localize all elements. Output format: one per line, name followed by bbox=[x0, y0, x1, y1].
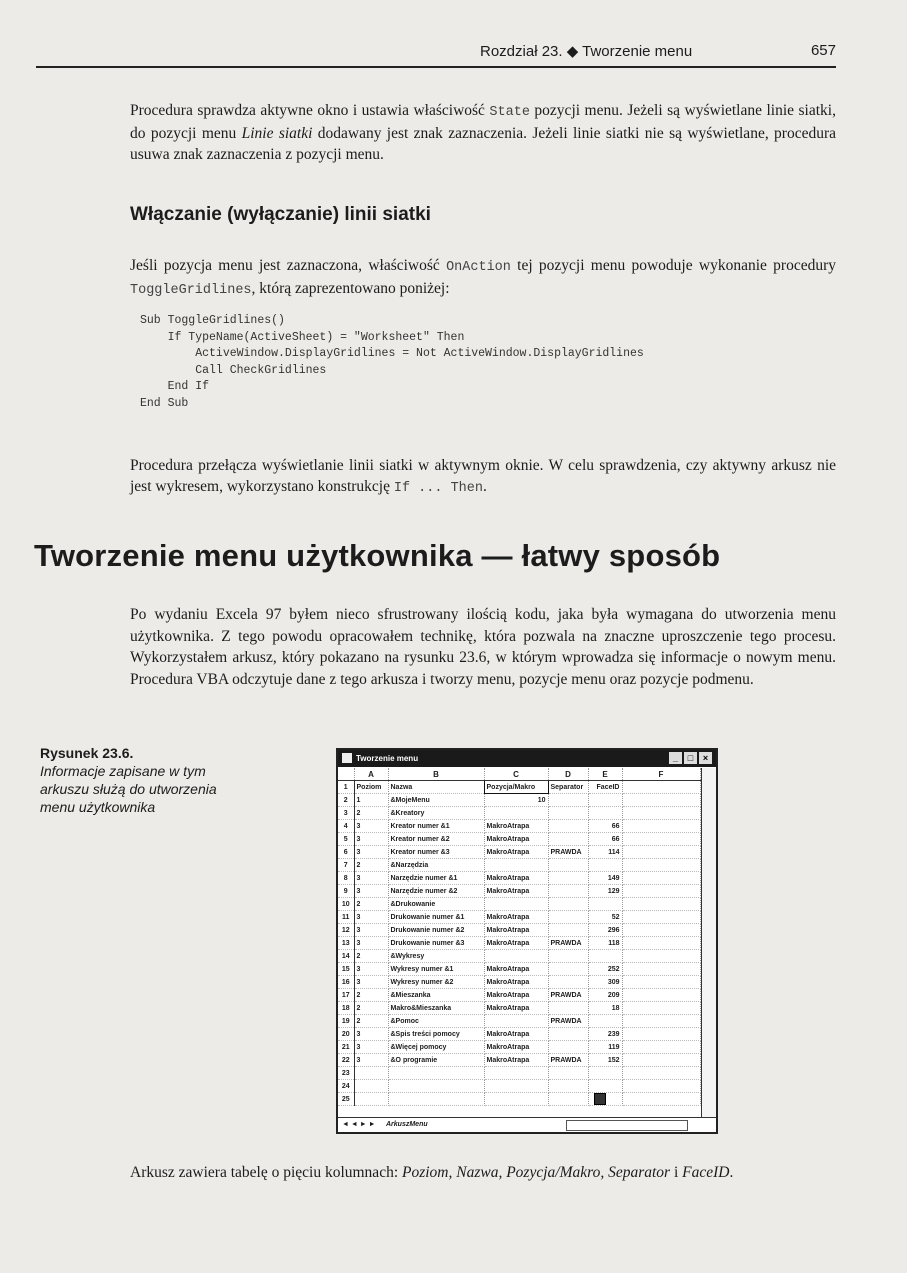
sheet-cell[interactable]: 209 bbox=[588, 989, 622, 1002]
sheet-cell[interactable]: MakroAtrapa bbox=[484, 937, 548, 950]
row-number[interactable]: 23 bbox=[338, 1067, 354, 1080]
sheet-cell[interactable] bbox=[388, 1093, 484, 1106]
sheet-cell[interactable]: Kreator numer &1 bbox=[388, 820, 484, 833]
sheet-cell[interactable] bbox=[388, 1080, 484, 1093]
sheet-cell[interactable]: 52 bbox=[588, 911, 622, 924]
sheet-row bbox=[338, 1093, 700, 1106]
row-number[interactable]: 3 bbox=[338, 807, 354, 820]
sheet-cell[interactable] bbox=[484, 1015, 548, 1028]
sheet-cell[interactable] bbox=[622, 937, 700, 950]
sheet-cell[interactable] bbox=[622, 898, 700, 911]
sheet-cell[interactable] bbox=[622, 1080, 700, 1093]
sheet-cell[interactable] bbox=[588, 1067, 622, 1080]
sheet-cell[interactable]: MakroAtrapa bbox=[484, 911, 548, 924]
vertical-scrollbar[interactable] bbox=[701, 768, 716, 1118]
column-header[interactable]: C bbox=[484, 768, 548, 781]
sheet-cell[interactable]: MakroAtrapa bbox=[484, 833, 548, 846]
sheet-cell[interactable] bbox=[622, 833, 700, 846]
sheet-cell[interactable]: &Kreatory bbox=[388, 807, 484, 820]
sheet-cell[interactable] bbox=[548, 924, 588, 937]
sheet-cell[interactable]: 3 bbox=[354, 1041, 388, 1054]
sheet-row bbox=[338, 859, 700, 872]
chapter-title: Rozdział 23. ◆ Tworzenie menu bbox=[480, 43, 693, 60]
sheet-cell[interactable]: 3 bbox=[354, 937, 388, 950]
sheet-cell[interactable] bbox=[484, 807, 548, 820]
row-number[interactable]: 2 bbox=[338, 794, 354, 807]
sheet-cell[interactable]: 18 bbox=[588, 1002, 622, 1015]
page-number: 657 bbox=[810, 42, 836, 59]
sheet-cell[interactable]: 2 bbox=[354, 859, 388, 872]
sheet-cell[interactable]: MakroAtrapa bbox=[484, 989, 548, 1002]
sheet-cell[interactable] bbox=[588, 807, 622, 820]
sheet-cell[interactable]: 149 bbox=[588, 872, 622, 885]
sheet-cell[interactable]: &Spis treści pomocy bbox=[388, 1028, 484, 1041]
sheet-cell[interactable] bbox=[484, 859, 548, 872]
sheet-cell[interactable]: &Więcej pomocy bbox=[388, 1041, 484, 1054]
sheet-cell[interactable] bbox=[548, 911, 588, 924]
sheet-tab[interactable]: ArkuszMenu bbox=[386, 1121, 428, 1128]
row-number[interactable]: 16 bbox=[338, 976, 354, 989]
sheet-cell[interactable]: &O programie bbox=[388, 1054, 484, 1067]
sheet-cell[interactable] bbox=[548, 859, 588, 872]
sheet-cell[interactable]: 3 bbox=[354, 820, 388, 833]
sheet-cell[interactable]: Poziom bbox=[354, 781, 388, 794]
sheet-cell[interactable]: Narzędzie numer &2 bbox=[388, 885, 484, 898]
sheet-cell[interactable]: 66 bbox=[588, 833, 622, 846]
code-listing: Sub ToggleGridlines() If TypeName(ActiveSheet) = "Worksheet" Then ActiveWindow.DisplayGridlines = Not ActiveWindow.DisplayGridlines Call CheckGridlines End If End Sub bbox=[140, 314, 644, 410]
row-number[interactable]: 19 bbox=[338, 1015, 354, 1028]
sheet-cell[interactable] bbox=[622, 1067, 700, 1080]
sheet-cell[interactable] bbox=[548, 1028, 588, 1041]
row-number[interactable]: 8 bbox=[338, 872, 354, 885]
sheet-row bbox=[338, 807, 700, 820]
sheet-cell[interactable]: 3 bbox=[354, 1054, 388, 1067]
sheet-cell[interactable]: PRAWDA bbox=[548, 989, 588, 1002]
sheet-cell[interactable] bbox=[548, 1093, 588, 1106]
sheet-grid bbox=[338, 768, 701, 1106]
sheet-cell[interactable]: 114 bbox=[588, 846, 622, 859]
sheet-cell[interactable]: MakroAtrapa bbox=[484, 885, 548, 898]
sheet-row bbox=[338, 872, 700, 885]
sheet-tab-bar bbox=[338, 1117, 716, 1132]
sheet-row bbox=[338, 924, 700, 937]
row-number[interactable]: 17 bbox=[338, 989, 354, 1002]
inline-code: State bbox=[489, 105, 530, 120]
sheet-cell[interactable]: FaceID bbox=[588, 781, 622, 794]
sheet-cell[interactable]: Makro&Mieszanka bbox=[388, 1002, 484, 1015]
sheet-cell[interactable]: 2 bbox=[354, 950, 388, 963]
close-icon[interactable]: × bbox=[699, 752, 712, 764]
figure-number: Rysunek 23.6. bbox=[40, 745, 134, 761]
sheet-cell[interactable]: MakroAtrapa bbox=[484, 1002, 548, 1015]
sheet-cell[interactable] bbox=[588, 1080, 622, 1093]
column-header[interactable]: F bbox=[622, 768, 700, 781]
sheet-cell[interactable] bbox=[622, 794, 700, 807]
sheet-cell[interactable]: Pozycja/Makro bbox=[484, 781, 548, 794]
excel-icon bbox=[342, 753, 352, 763]
sheet-cell[interactable] bbox=[622, 1002, 700, 1015]
sheet-cell[interactable]: MakroAtrapa bbox=[484, 872, 548, 885]
sheet-cell[interactable]: PRAWDA bbox=[548, 937, 588, 950]
inline-code: If ... Then bbox=[393, 481, 483, 496]
sheet-row bbox=[338, 989, 700, 1002]
column-header[interactable]: D bbox=[548, 768, 588, 781]
sheet-cell[interactable]: MakroAtrapa bbox=[484, 963, 548, 976]
paragraph-5: Arkusz zawiera tabelę o pięciu kolumnach: Poziom, Nazwa, Pozycja/Makro, Separator i FaceID. bbox=[130, 1164, 734, 1181]
sheet-cell[interactable] bbox=[622, 807, 700, 820]
sheet-cell[interactable]: PRAWDA bbox=[548, 846, 588, 859]
sheet-cell[interactable] bbox=[484, 1067, 548, 1080]
sheet-row bbox=[338, 1028, 700, 1041]
paragraph-2: Jeśli pozycja menu jest zaznaczona, właściwość OnAction tej pozycji menu powoduje wykonanie procedury ToggleGridlines, którą zaprezentowano poniżej: bbox=[130, 257, 836, 298]
row-number[interactable]: 18 bbox=[338, 1002, 354, 1015]
sheet-cell[interactable] bbox=[588, 898, 622, 911]
sheet-row bbox=[338, 885, 700, 898]
spreadsheet-window bbox=[336, 748, 718, 1134]
sheet-cell[interactable] bbox=[622, 859, 700, 872]
row-number[interactable]: 14 bbox=[338, 950, 354, 963]
sheet-nav-arrows[interactable]: ◄ ◄ ► ► bbox=[342, 1121, 376, 1128]
sheet-cell[interactable]: 3 bbox=[354, 872, 388, 885]
column-header[interactable]: B bbox=[388, 768, 484, 781]
sheet-cell[interactable]: 2 bbox=[354, 1002, 388, 1015]
selection-icon bbox=[594, 1093, 606, 1105]
sheet-cell[interactable]: 118 bbox=[588, 937, 622, 950]
sheet-cell[interactable] bbox=[548, 1041, 588, 1054]
sheet-row bbox=[338, 833, 700, 846]
row-number[interactable]: 22 bbox=[338, 1054, 354, 1067]
sheet-cell[interactable]: 3 bbox=[354, 924, 388, 937]
sheet-cell[interactable] bbox=[588, 794, 622, 807]
sheet-cell[interactable]: 2 bbox=[354, 989, 388, 1002]
row-number[interactable]: 20 bbox=[338, 1028, 354, 1041]
row-number[interactable]: 24 bbox=[338, 1080, 354, 1093]
sheet-row bbox=[338, 1080, 700, 1093]
row-number[interactable]: 4 bbox=[338, 820, 354, 833]
sheet-cell[interactable]: 309 bbox=[588, 976, 622, 989]
row-number[interactable]: 25 bbox=[338, 1093, 354, 1106]
sheet-cell[interactable]: 3 bbox=[354, 846, 388, 859]
sheet-cell[interactable]: &Narzędzia bbox=[388, 859, 484, 872]
sheet-cell[interactable]: &Drukowanie bbox=[388, 898, 484, 911]
sheet-cell[interactable]: &MojeMenu bbox=[388, 794, 484, 807]
sheet-cell[interactable]: &Wykresy bbox=[388, 950, 484, 963]
sheet-row bbox=[338, 950, 700, 963]
italic-term: FaceID bbox=[682, 1164, 730, 1181]
row-number[interactable]: 9 bbox=[338, 885, 354, 898]
sheet-cell[interactable]: &Mieszanka bbox=[388, 989, 484, 1002]
sheet-cell[interactable] bbox=[622, 989, 700, 1002]
paragraph-1: Procedura sprawdza aktywne okno i ustawia właściwość State pozycji menu. Jeżeli są wyświetlane linie siatki, do pozycji menu Linie siatki dodawany jest znak zaznaczenia. Jeżeli linie siatki nie są wyświetlane, procedura usuwa znak zaznaczenia z pozycji menu. bbox=[130, 102, 837, 163]
sheet-cell[interactable]: Drukowanie numer &2 bbox=[388, 924, 484, 937]
sheet-row bbox=[338, 911, 700, 924]
sheet-cell[interactable] bbox=[622, 1054, 700, 1067]
paragraph-3: Procedura przełącza wyświetlanie linii siatki w aktywnym oknie. W celu sprawdzenia, czy aktywny arkusz nie jest wykresem, wykorzystano konstrukcję If ... Then. bbox=[130, 457, 836, 496]
sheet-cell[interactable] bbox=[548, 794, 588, 807]
sheet-cell[interactable]: 296 bbox=[588, 924, 622, 937]
sheet-row bbox=[338, 1054, 700, 1067]
subsection-heading: Włączanie (wyłączanie) linii siatki bbox=[130, 204, 431, 225]
sheet-cell[interactable]: PRAWDA bbox=[548, 1054, 588, 1067]
sheet-cell[interactable] bbox=[622, 976, 700, 989]
sheet-cell[interactable] bbox=[622, 911, 700, 924]
row-number[interactable]: 1 bbox=[338, 781, 354, 794]
sheet-cell[interactable] bbox=[622, 781, 700, 794]
sheet-cell[interactable]: MakroAtrapa bbox=[484, 924, 548, 937]
sheet-cell[interactable]: 252 bbox=[588, 963, 622, 976]
sheet-cell[interactable] bbox=[622, 846, 700, 859]
sheet-row bbox=[338, 937, 700, 950]
sheet-cell[interactable]: 152 bbox=[588, 1054, 622, 1067]
sheet-cell[interactable]: 2 bbox=[354, 807, 388, 820]
sheet-cell[interactable] bbox=[588, 950, 622, 963]
sheet-cell[interactable] bbox=[588, 1015, 622, 1028]
sheet-row bbox=[338, 976, 700, 989]
sheet-cell[interactable]: Drukowanie numer &1 bbox=[388, 911, 484, 924]
sheet-cell[interactable]: 66 bbox=[588, 820, 622, 833]
sheet-cell[interactable] bbox=[548, 976, 588, 989]
column-header[interactable]: E bbox=[588, 768, 622, 781]
sheet-cell[interactable]: MakroAtrapa bbox=[484, 820, 548, 833]
sheet-row bbox=[338, 820, 700, 833]
sheet-cell[interactable]: 2 bbox=[354, 1015, 388, 1028]
sheet-row bbox=[338, 898, 700, 911]
sheet-cell[interactable] bbox=[622, 963, 700, 976]
sheet-cell[interactable]: 119 bbox=[588, 1041, 622, 1054]
sheet-cell[interactable]: MakroAtrapa bbox=[484, 1028, 548, 1041]
sheet-cell[interactable] bbox=[354, 1080, 388, 1093]
sheet-cell[interactable] bbox=[622, 1015, 700, 1028]
sheet-cell[interactable]: 3 bbox=[354, 976, 388, 989]
sheet-cell[interactable] bbox=[484, 1093, 548, 1106]
sheet-cell[interactable] bbox=[622, 1041, 700, 1054]
row-number[interactable]: 13 bbox=[338, 937, 354, 950]
sheet-row bbox=[338, 963, 700, 976]
sheet-cell[interactable] bbox=[588, 859, 622, 872]
figure-caption bbox=[40, 744, 230, 816]
sheet-cell[interactable] bbox=[548, 820, 588, 833]
section-heading: Tworzenie menu użytkownika — łatwy sposób bbox=[34, 538, 721, 573]
paragraph-4: Po wydaniu Excela 97 byłem nieco sfrustrowany ilością kodu, jaka była wymagana do utworzenia menu użytkownika. Z tego powodu opracowałem technikę, która pozwala na znaczne uproszczenie tego procesu. Wykorzystałem arkusz, który pokazano na rysunku 23.6, w którym wprowadza się informacje o nowym menu. Procedura VBA odczytuje dane z tego arkusza i tworzy menu, pozycje menu oraz pozycje podmenu. bbox=[130, 606, 836, 688]
sheet-cell[interactable]: Wykresy numer &1 bbox=[388, 963, 484, 976]
sheet-cell[interactable]: Kreator numer &3 bbox=[388, 846, 484, 859]
sheet-cell[interactable]: MakroAtrapa bbox=[484, 1041, 548, 1054]
inline-code: OnAction bbox=[446, 260, 511, 275]
sheet-cell[interactable] bbox=[354, 1093, 388, 1106]
row-number[interactable]: 10 bbox=[338, 898, 354, 911]
row-number[interactable]: 7 bbox=[338, 859, 354, 872]
sheet-cell[interactable]: 129 bbox=[588, 885, 622, 898]
sheet-cell[interactable] bbox=[548, 1067, 588, 1080]
sheet-cell[interactable] bbox=[548, 885, 588, 898]
page-header bbox=[36, 38, 836, 68]
sheet-cell[interactable] bbox=[548, 872, 588, 885]
row-number[interactable]: 21 bbox=[338, 1041, 354, 1054]
sheet-cell[interactable] bbox=[484, 1080, 548, 1093]
italic-term: Poziom, Nazwa, Pozycja/Makro, Separator bbox=[402, 1164, 671, 1181]
sheet-cell[interactable] bbox=[548, 807, 588, 820]
sheet-cell[interactable]: &Pomoc bbox=[388, 1015, 484, 1028]
row-number[interactable]: 11 bbox=[338, 911, 354, 924]
sheet-cell[interactable]: 3 bbox=[354, 1028, 388, 1041]
sheet-cell[interactable] bbox=[622, 1093, 700, 1106]
sheet-cell[interactable]: Separator bbox=[548, 781, 588, 794]
sheet-cell[interactable] bbox=[622, 820, 700, 833]
sheet-cell[interactable]: 3 bbox=[354, 963, 388, 976]
sheet-row bbox=[338, 1041, 700, 1054]
sheet-row bbox=[338, 1067, 700, 1080]
sheet-cell[interactable]: 10 bbox=[484, 794, 548, 807]
sheet-cell[interactable] bbox=[622, 872, 700, 885]
minimize-icon[interactable]: _ bbox=[669, 752, 682, 764]
sheet-cell[interactable] bbox=[548, 1080, 588, 1093]
row-number[interactable]: 12 bbox=[338, 924, 354, 937]
sheet-cell[interactable] bbox=[622, 950, 700, 963]
maximize-icon[interactable]: □ bbox=[684, 752, 697, 764]
sheet-cell[interactable] bbox=[484, 898, 548, 911]
sheet-cell[interactable] bbox=[548, 833, 588, 846]
corner-cell[interactable] bbox=[338, 768, 354, 781]
sheet-cell[interactable] bbox=[354, 1067, 388, 1080]
row-number[interactable]: 15 bbox=[338, 963, 354, 976]
sheet-cell[interactable] bbox=[388, 1067, 484, 1080]
sheet-cell[interactable] bbox=[548, 963, 588, 976]
sheet-cell[interactable]: PRAWDA bbox=[548, 1015, 588, 1028]
sheet-cell[interactable]: 1 bbox=[354, 794, 388, 807]
sheet-row bbox=[338, 1002, 700, 1015]
sheet-row bbox=[338, 781, 700, 794]
sheet-cell[interactable] bbox=[622, 885, 700, 898]
row-number[interactable]: 5 bbox=[338, 833, 354, 846]
sheet-cell[interactable]: Nazwa bbox=[388, 781, 484, 794]
window-titlebar[interactable] bbox=[338, 750, 716, 767]
horizontal-scrollbar[interactable] bbox=[566, 1120, 688, 1131]
italic-term: Linie siatki bbox=[241, 125, 313, 142]
sheet-cell[interactable] bbox=[548, 898, 588, 911]
inline-code: ToggleGridlines bbox=[130, 283, 252, 298]
sheet-cell[interactable] bbox=[548, 950, 588, 963]
sheet-cell[interactable] bbox=[484, 950, 548, 963]
row-number[interactable]: 6 bbox=[338, 846, 354, 859]
column-header[interactable]: A bbox=[354, 768, 388, 781]
sheet-cell[interactable]: MakroAtrapa bbox=[484, 976, 548, 989]
figure-description: Informacje zapisane w tym arkuszu służą do utworzenia menu użytkownika bbox=[40, 763, 217, 815]
sheet-cell[interactable] bbox=[622, 924, 700, 937]
sheet-cell[interactable]: MakroAtrapa bbox=[484, 846, 548, 859]
sheet-cell[interactable] bbox=[548, 1002, 588, 1015]
sheet-row bbox=[338, 794, 700, 807]
sheet-cell[interactable]: 3 bbox=[354, 833, 388, 846]
window-title: Tworzenie menu bbox=[356, 754, 419, 763]
sheet-cell[interactable]: 2 bbox=[354, 898, 388, 911]
sheet-cell[interactable]: Kreator numer &2 bbox=[388, 833, 484, 846]
sheet-row bbox=[338, 1015, 700, 1028]
sheet-cell[interactable]: Wykresy numer &2 bbox=[388, 976, 484, 989]
sheet-cell[interactable]: MakroAtrapa bbox=[484, 1054, 548, 1067]
sheet-cell[interactable]: Drukowanie numer &3 bbox=[388, 937, 484, 950]
sheet-cell[interactable]: Narzędzie numer &1 bbox=[388, 872, 484, 885]
sheet-row bbox=[338, 846, 700, 859]
sheet-cell[interactable] bbox=[622, 1028, 700, 1041]
sheet-cell[interactable]: 239 bbox=[588, 1028, 622, 1041]
sheet-cell[interactable]: 3 bbox=[354, 885, 388, 898]
sheet-cell[interactable]: 3 bbox=[354, 911, 388, 924]
